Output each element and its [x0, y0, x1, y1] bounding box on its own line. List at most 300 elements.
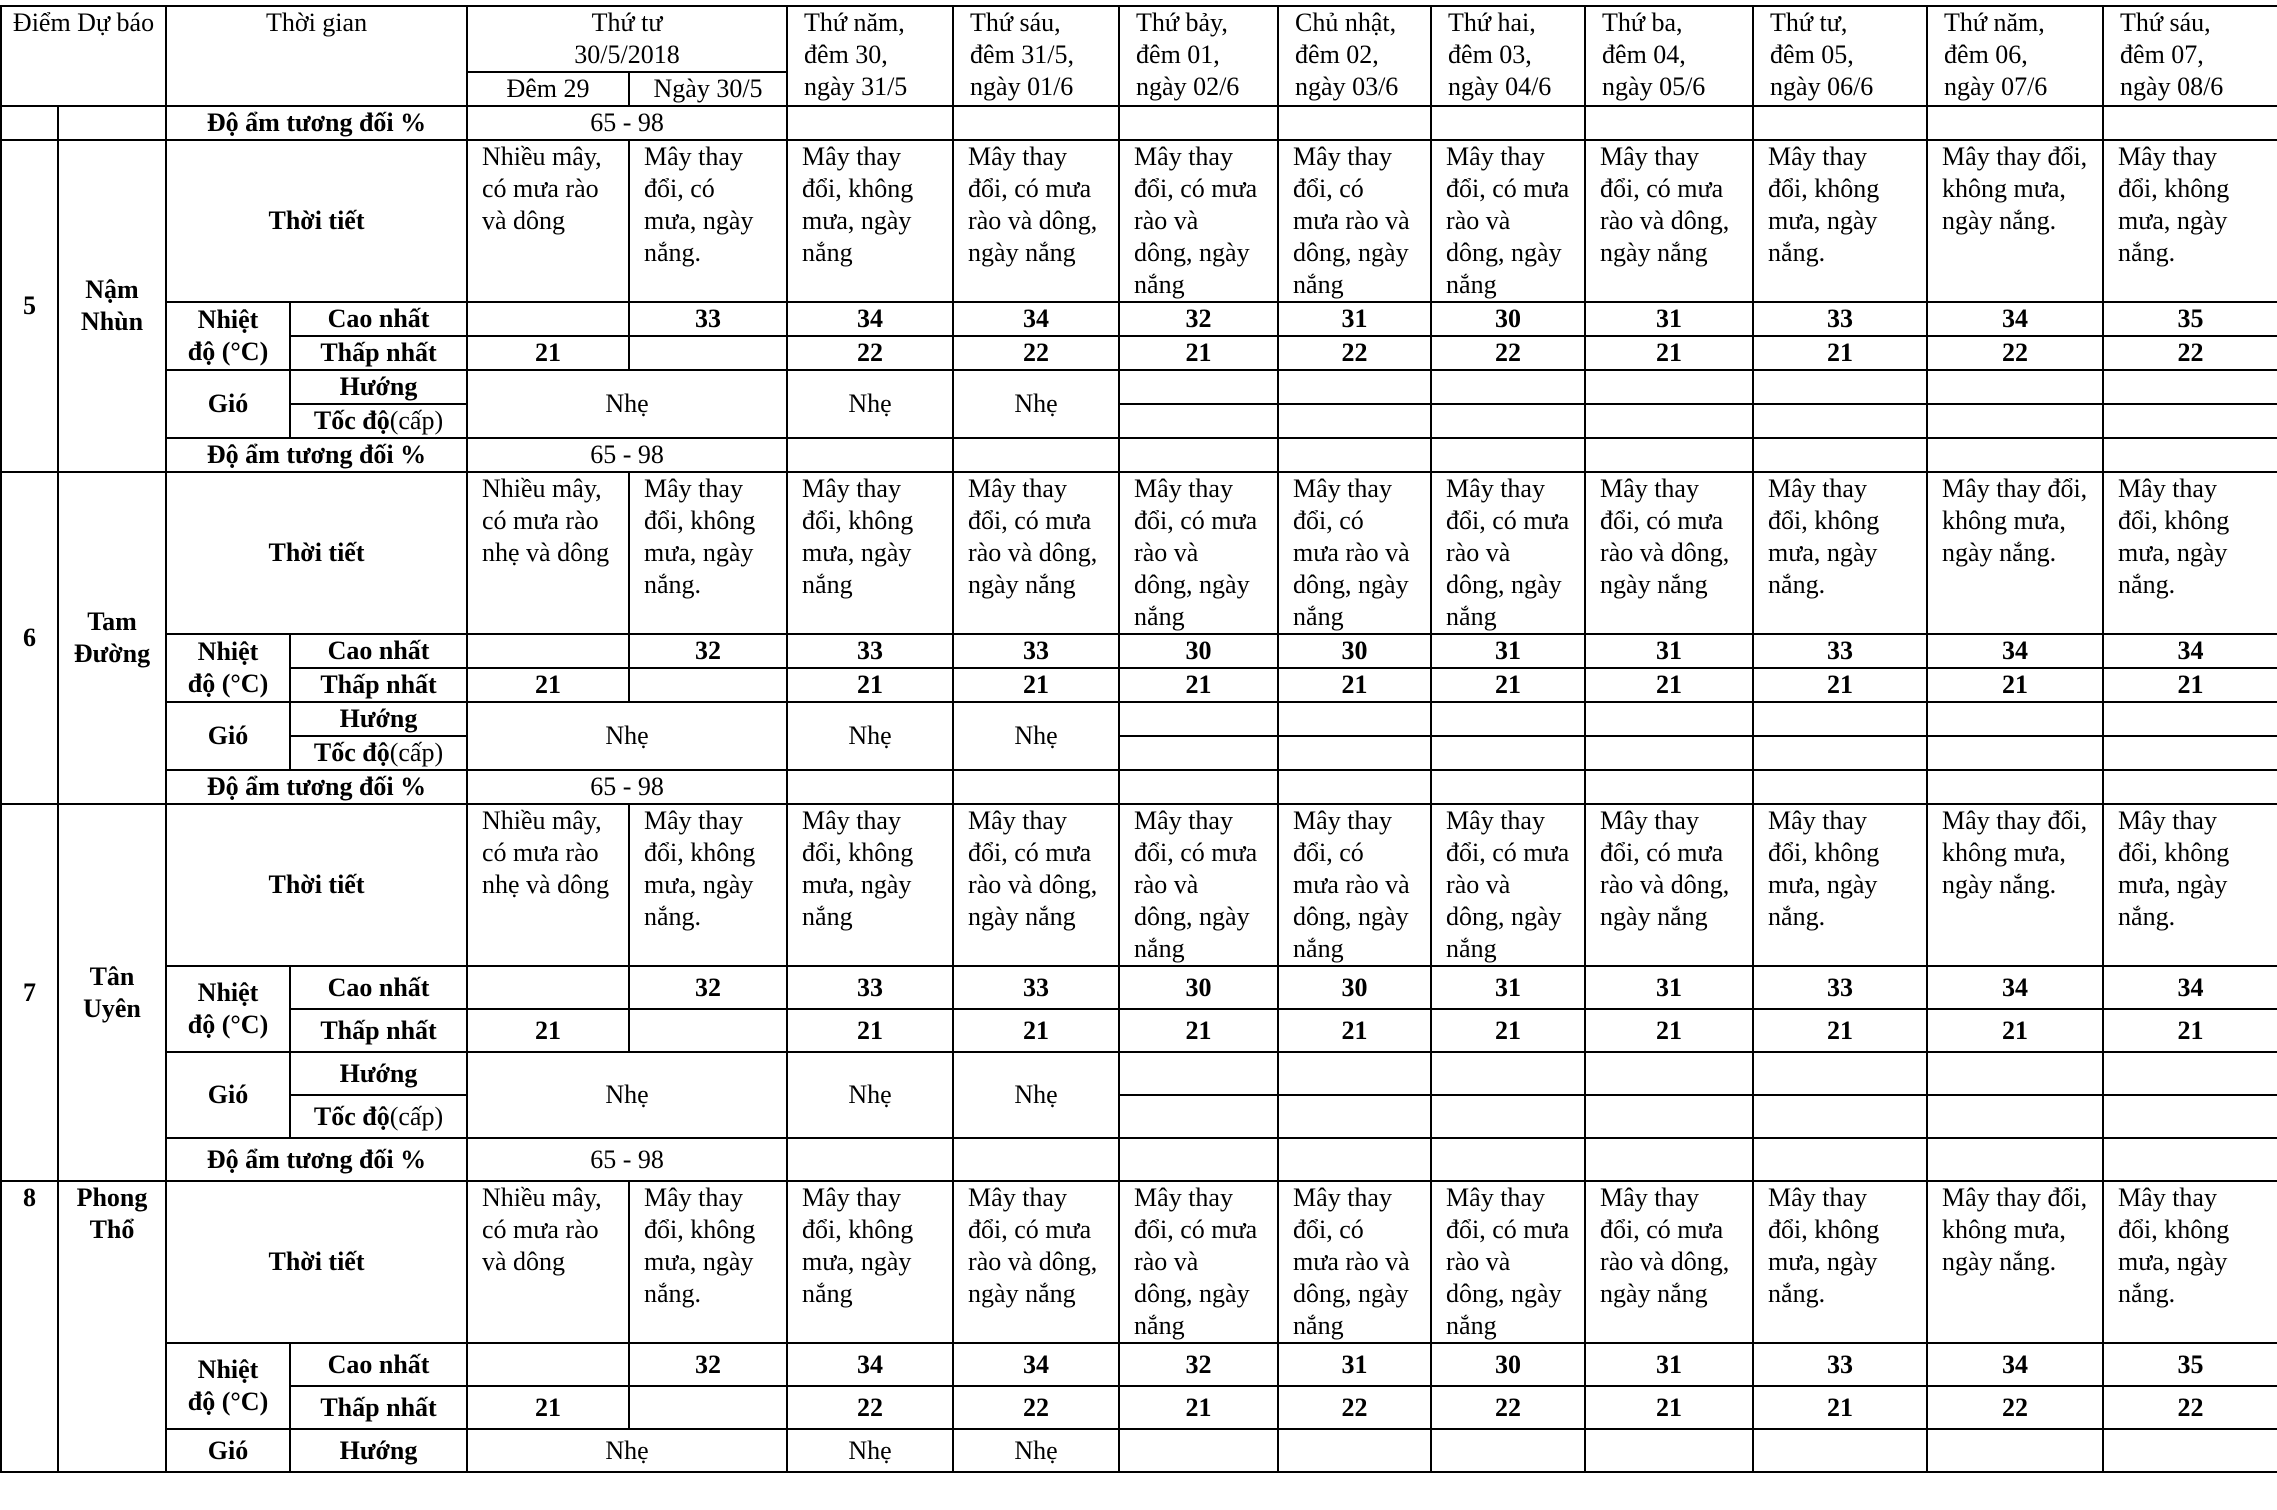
empty-cell — [1431, 404, 1585, 438]
empty-cell — [1278, 1138, 1431, 1181]
min-temp: 22 — [953, 1386, 1119, 1429]
empty-cell — [1585, 1052, 1753, 1095]
weather-desc: Mây thay đổi, không mưa, ngày nắng. — [1927, 472, 2103, 634]
empty-cell — [787, 770, 953, 804]
table-row — [1, 6, 2277, 72]
wind-label: Gió — [166, 1429, 290, 1472]
min-temp: 21 — [1585, 668, 1753, 702]
empty-cell — [1119, 1429, 1278, 1472]
empty-cell — [1585, 370, 1753, 404]
empty-cell — [1431, 736, 1585, 770]
wind-value: Nhẹ — [467, 1052, 787, 1138]
empty-cell — [2103, 1429, 2277, 1472]
wind-speed-label — [290, 736, 467, 770]
wind-direction-label: Hướng — [290, 370, 467, 404]
min-temp: 21 — [1927, 668, 2103, 702]
max-temp: 33 — [953, 634, 1119, 668]
empty-cell — [1753, 438, 1927, 472]
empty-cell — [1585, 702, 1753, 736]
weather-label: Thời tiết — [166, 1181, 467, 1343]
max-temp: 30 — [1431, 302, 1585, 336]
weather-desc: Mây thay đổi, có mưa rào và dông, ngày nắng — [1119, 140, 1278, 302]
min-temp: 21 — [2103, 668, 2277, 702]
wind-speed-label — [290, 1095, 467, 1138]
empty-cell — [1585, 404, 1753, 438]
station-number: 5 — [1, 140, 58, 472]
humidity-value: 65 - 98 — [467, 1138, 787, 1181]
table-row — [1, 702, 2277, 736]
max-temp: 33 — [1753, 634, 1927, 668]
min-temp: 21 — [787, 1009, 953, 1052]
table-row — [1, 1343, 2277, 1386]
max-temp: 35 — [2103, 1343, 2277, 1386]
wind-value: Nhẹ — [953, 702, 1119, 770]
min-temp-label: Thấp nhất — [290, 1009, 467, 1052]
min-temp: 21 — [1278, 1009, 1431, 1052]
max-temp: 32 — [1119, 302, 1278, 336]
weather-desc: Mây thay đổi, có mưa, ngày nắng. — [629, 140, 787, 302]
station-number-cell — [1, 106, 58, 140]
empty-cell — [1431, 370, 1585, 404]
max-temp: 31 — [1585, 966, 1753, 1009]
humidity-value: 65 - 98 — [467, 438, 787, 472]
max-temp: 34 — [953, 302, 1119, 336]
empty-cell — [1119, 1052, 1278, 1095]
day-header: Chủ nhật, đêm 02, ngày 03/6 — [1278, 6, 1431, 106]
wind-speed-unit: (cấp) — [389, 406, 444, 435]
max-temp: 34 — [2103, 966, 2277, 1009]
time-header: Thời gian — [166, 6, 467, 106]
empty-cell — [1119, 736, 1278, 770]
station-name-cell — [58, 106, 166, 140]
empty-cell — [1927, 736, 2103, 770]
empty-cell — [1753, 370, 1927, 404]
weather-desc: Mây thay đổi, không mưa, ngày nắng. — [1753, 140, 1927, 302]
wind-value: Nhẹ — [787, 1429, 953, 1472]
max-temp: 33 — [787, 966, 953, 1009]
first-day-header: Thứ tư 30/5/2018 — [467, 6, 787, 72]
empty-cell — [1585, 1138, 1753, 1181]
wind-value: Nhẹ — [787, 1052, 953, 1138]
min-temp: 21 — [1431, 668, 1585, 702]
min-temp-label: Thấp nhất — [290, 1386, 467, 1429]
wind-speed-text: Tốc độ — [313, 1101, 390, 1131]
min-temp: 21 — [1119, 1009, 1278, 1052]
weather-desc: Mây thay đổi, không mưa, ngày nắng — [787, 140, 953, 302]
wind-speed-text: Tốc độ — [313, 406, 390, 435]
station-number: 6 — [1, 472, 58, 804]
max-temp: 34 — [2103, 634, 2277, 668]
table-row — [1, 634, 2277, 668]
weather-desc: Mây thay đổi, không mưa, ngày nắng. — [629, 804, 787, 966]
weather-desc: Mây thay đổi, không mưa, ngày nắng — [787, 804, 953, 966]
wind-value: Nhẹ — [787, 370, 953, 438]
max-temp — [467, 1343, 629, 1386]
weather-desc: Mây thay đổi, có mưa rào và dông, ngày nắng — [1585, 140, 1753, 302]
table-row — [1, 302, 2277, 336]
min-temp: 21 — [1119, 1386, 1278, 1429]
empty-cell — [1753, 1095, 1927, 1138]
empty-cell — [2103, 404, 2277, 438]
min-temp-label: Thấp nhất — [290, 668, 467, 702]
humidity-value: 65 - 98 — [467, 106, 787, 140]
empty-cell — [1119, 770, 1278, 804]
humidity-label: Độ ẩm tương đối % — [166, 106, 467, 140]
humidity-label: Độ ẩm tương đối % — [166, 770, 467, 804]
max-temp: 30 — [1119, 634, 1278, 668]
weather-desc: Nhiều mây, có mưa rào và dông — [467, 140, 629, 302]
min-temp: 21 — [467, 668, 629, 702]
table-row — [1, 106, 2277, 140]
empty-cell — [1431, 1138, 1585, 1181]
min-temp: 22 — [1431, 1386, 1585, 1429]
weather-desc: Mây thay đổi, không mưa, ngày nắng. — [1927, 1181, 2103, 1343]
forecast-table — [0, 5, 2277, 1473]
max-temp: 30 — [1431, 1343, 1585, 1386]
empty-cell — [1431, 1095, 1585, 1138]
weather-desc: Mây thay đổi, không mưa, ngày nắng. — [1753, 472, 1927, 634]
min-temp: 21 — [953, 668, 1119, 702]
day-header: Thứ hai, đêm 03, ngày 04/6 — [1431, 6, 1585, 106]
weather-desc: Mây thay đổi, có mưa rào và dông, ngày nắng — [1585, 1181, 1753, 1343]
min-temp: 22 — [787, 1386, 953, 1429]
min-temp: 21 — [787, 668, 953, 702]
min-temp: 21 — [1431, 1009, 1585, 1052]
wind-label: Gió — [166, 1052, 290, 1138]
weather-desc: Mây thay đổi, không mưa, ngày nắng. — [1753, 804, 1927, 966]
table-row — [1, 668, 2277, 702]
day-header: Thứ sáu, đêm 31/5, ngày 01/6 — [953, 6, 1119, 106]
min-temp: 22 — [1278, 336, 1431, 370]
max-temp-label: Cao nhất — [290, 634, 467, 668]
max-temp: 35 — [2103, 302, 2277, 336]
max-temp: 32 — [629, 966, 787, 1009]
weather-desc: Mây thay đổi, có mưa rào và dông, ngày nắng — [1278, 1181, 1431, 1343]
weather-desc: Mây thay đổi, có mưa rào và dông, ngày nắng — [953, 804, 1119, 966]
temp-label: Nhiệt độ (°C) — [166, 966, 290, 1052]
max-temp: 33 — [1753, 966, 1927, 1009]
min-temp: 21 — [1753, 668, 1927, 702]
max-temp: 34 — [1927, 966, 2103, 1009]
empty-cell — [787, 1138, 953, 1181]
max-temp: 31 — [1278, 302, 1431, 336]
min-temp — [629, 1386, 787, 1429]
empty-cell — [1278, 106, 1431, 140]
wind-speed-text: Tốc độ — [313, 738, 390, 767]
empty-cell — [2103, 438, 2277, 472]
empty-cell — [1753, 770, 1927, 804]
empty-cell — [1753, 1138, 1927, 1181]
weather-desc: Mây thay đổi, có mưa rào và dông, ngày nắng — [1431, 140, 1585, 302]
table-row — [1, 404, 2277, 438]
max-temp-label: Cao nhất — [290, 966, 467, 1009]
min-temp: 22 — [1431, 336, 1585, 370]
wind-value: Nhẹ — [467, 702, 787, 770]
empty-cell — [1753, 404, 1927, 438]
empty-cell — [1585, 770, 1753, 804]
weather-desc: Mây thay đổi, không mưa, ngày nắng. — [629, 472, 787, 634]
empty-cell — [1927, 1429, 2103, 1472]
empty-cell — [953, 438, 1119, 472]
max-temp: 32 — [629, 634, 787, 668]
table-row — [1, 804, 2277, 966]
max-temp — [467, 966, 629, 1009]
wind-value: Nhẹ — [953, 1429, 1119, 1472]
wind-direction-label: Hướng — [290, 702, 467, 736]
weather-label: Thời tiết — [166, 804, 467, 966]
empty-cell — [1119, 404, 1278, 438]
empty-cell — [1278, 438, 1431, 472]
station-number: 7 — [1, 804, 58, 1181]
min-temp: 21 — [1585, 336, 1753, 370]
empty-cell — [1278, 770, 1431, 804]
empty-cell — [1431, 702, 1585, 736]
max-temp: 31 — [1585, 1343, 1753, 1386]
min-temp: 22 — [2103, 336, 2277, 370]
min-temp-label: Thấp nhất — [290, 336, 467, 370]
station-name: Nậm Nhùn — [58, 140, 166, 472]
min-temp — [629, 336, 787, 370]
max-temp: 31 — [1431, 966, 1585, 1009]
weather-desc: Mây thay đổi, có mưa rào và dông, ngày nắng — [1431, 804, 1585, 966]
empty-cell — [2103, 106, 2277, 140]
temp-label: Nhiệt độ (°C) — [166, 634, 290, 702]
max-temp: 31 — [1585, 302, 1753, 336]
weather-desc: Mây thay đổi, không mưa, ngày nắng. — [1753, 1181, 1927, 1343]
day-header: Thứ năm, đêm 30, ngày 31/5 — [787, 6, 953, 106]
weather-desc: Mây thay đổi, không mưa, ngày nắng. — [1927, 804, 2103, 966]
day-subheader: Ngày 30/5 — [629, 72, 787, 106]
min-temp: 22 — [1927, 336, 2103, 370]
station-header: Điểm Dự báo — [1, 6, 166, 106]
wind-direction-label: Hướng — [290, 1052, 467, 1095]
max-temp-label: Cao nhất — [290, 1343, 467, 1386]
empty-cell — [1119, 1138, 1278, 1181]
min-temp: 22 — [1278, 1386, 1431, 1429]
min-temp: 22 — [787, 336, 953, 370]
table-row — [1, 770, 2277, 804]
max-temp: 31 — [1278, 1343, 1431, 1386]
min-temp — [629, 668, 787, 702]
weather-desc: Mây thay đổi, không mưa, ngày nắng. — [2103, 804, 2277, 966]
min-temp: 22 — [953, 336, 1119, 370]
max-temp: 34 — [787, 1343, 953, 1386]
temp-label: Nhiệt độ (°C) — [166, 302, 290, 370]
day-header: Thứ bảy, đêm 01, ngày 02/6 — [1119, 6, 1278, 106]
empty-cell — [1927, 1095, 2103, 1138]
wind-speed-unit: (cấp) — [389, 1101, 444, 1131]
min-temp: 21 — [467, 336, 629, 370]
weather-desc: Mây thay đổi, có mưa rào và dông, ngày nắng — [1119, 472, 1278, 634]
weather-desc: Mây thay đổi, không mưa, ngày nắng. — [2103, 1181, 2277, 1343]
max-temp: 34 — [953, 1343, 1119, 1386]
max-temp: 34 — [1927, 634, 2103, 668]
day-header: Thứ ba, đêm 04, ngày 05/6 — [1585, 6, 1753, 106]
empty-cell — [1585, 106, 1753, 140]
empty-cell — [1278, 404, 1431, 438]
min-temp: 21 — [1278, 668, 1431, 702]
max-temp: 32 — [629, 1343, 787, 1386]
empty-cell — [787, 106, 953, 140]
empty-cell — [1927, 404, 2103, 438]
min-temp: 22 — [2103, 1386, 2277, 1429]
min-temp: 21 — [1927, 1009, 2103, 1052]
weather-desc: Mây thay đổi, có mưa rào và dông, ngày nắng — [1119, 804, 1278, 966]
table-row — [1, 336, 2277, 370]
min-temp: 22 — [1927, 1386, 2103, 1429]
empty-cell — [1119, 438, 1278, 472]
empty-cell — [787, 438, 953, 472]
max-temp: 33 — [1753, 302, 1927, 336]
table-row — [1, 1052, 2277, 1095]
min-temp: 21 — [467, 1386, 629, 1429]
min-temp: 21 — [467, 1009, 629, 1052]
empty-cell — [953, 1138, 1119, 1181]
weather-desc: Nhiều mây, có mưa rào nhẹ và dông — [467, 804, 629, 966]
weather-desc: Nhiều mây, có mưa rào nhẹ và dông — [467, 472, 629, 634]
max-temp: 30 — [1278, 634, 1431, 668]
max-temp: 34 — [787, 302, 953, 336]
empty-cell — [1927, 770, 2103, 804]
empty-cell — [1278, 1095, 1431, 1138]
day-header: Thứ năm, đêm 06, ngày 07/6 — [1927, 6, 2103, 106]
empty-cell — [1927, 370, 2103, 404]
station-name: Tam Đường — [58, 472, 166, 804]
weather-desc: Mây thay đổi, có mưa rào và dông, ngày nắng — [1431, 472, 1585, 634]
weather-desc: Mây thay đổi, có mưa rào và dông, ngày nắng — [1278, 804, 1431, 966]
weather-desc: Mây thay đổi, không mưa, ngày nắng. — [1927, 140, 2103, 302]
wind-label: Gió — [166, 370, 290, 438]
max-temp — [467, 302, 629, 336]
weather-desc: Mây thay đổi, có mưa rào và dông, ngày nắng — [1585, 804, 1753, 966]
weather-label: Thời tiết — [166, 472, 467, 634]
humidity-label: Độ ẩm tương đối % — [166, 1138, 467, 1181]
weather-desc: Nhiều mây, có mưa rào và dông — [467, 1181, 629, 1343]
wind-value: Nhẹ — [467, 370, 787, 438]
weather-desc: Mây thay đổi, có mưa rào và dông, ngày nắng — [953, 472, 1119, 634]
wind-value: Nhẹ — [467, 1429, 787, 1472]
empty-cell — [1278, 702, 1431, 736]
wind-speed-label — [290, 404, 467, 438]
empty-cell — [1119, 370, 1278, 404]
weather-desc: Mây thay đổi, có mưa rào và dông, ngày nắng — [1431, 1181, 1585, 1343]
temp-label: Nhiệt độ (°C) — [166, 1343, 290, 1429]
wind-speed-unit: (cấp) — [389, 738, 444, 767]
empty-cell — [1431, 1429, 1585, 1472]
empty-cell — [1927, 438, 2103, 472]
min-temp: 21 — [953, 1009, 1119, 1052]
empty-cell — [1431, 106, 1585, 140]
empty-cell — [1585, 438, 1753, 472]
max-temp: 30 — [1278, 966, 1431, 1009]
min-temp: 21 — [1753, 1009, 1927, 1052]
empty-cell — [1753, 1052, 1927, 1095]
min-temp — [629, 1009, 787, 1052]
empty-cell — [1431, 438, 1585, 472]
table-row — [1, 736, 2277, 770]
humidity-value: 65 - 98 — [467, 770, 787, 804]
station-name: Tân Uyên — [58, 804, 166, 1181]
empty-cell — [1753, 106, 1927, 140]
empty-cell — [1119, 1095, 1278, 1138]
max-temp: 33 — [787, 634, 953, 668]
weather-desc: Mây thay đổi, không mưa, ngày nắng. — [2103, 140, 2277, 302]
max-temp: 34 — [1927, 1343, 2103, 1386]
max-temp: 31 — [1431, 634, 1585, 668]
empty-cell — [1431, 1052, 1585, 1095]
max-temp: 31 — [1585, 634, 1753, 668]
max-temp — [467, 634, 629, 668]
min-temp: 21 — [1119, 668, 1278, 702]
empty-cell — [1278, 370, 1431, 404]
empty-cell — [1753, 736, 1927, 770]
day-header: Thứ sáu, đêm 07, ngày 08/6 — [2103, 6, 2277, 106]
empty-cell — [1119, 702, 1278, 736]
table-row — [1, 1181, 2277, 1343]
empty-cell — [2103, 1138, 2277, 1181]
empty-cell — [2103, 736, 2277, 770]
empty-cell — [2103, 1052, 2277, 1095]
table-row — [1, 472, 2277, 634]
empty-cell — [1119, 106, 1278, 140]
max-temp: 33 — [629, 302, 787, 336]
weather-desc: Mây thay đổi, có mưa rào và dông, ngày nắng — [1278, 140, 1431, 302]
weather-desc: Mây thay đổi, có mưa rào và dông, ngày nắng — [1119, 1181, 1278, 1343]
empty-cell — [1431, 770, 1585, 804]
weather-desc: Mây thay đổi, không mưa, ngày nắng — [787, 472, 953, 634]
table-row — [1, 1095, 2277, 1138]
wind-label: Gió — [166, 702, 290, 770]
weather-label: Thời tiết — [166, 140, 467, 302]
min-temp: 21 — [1753, 336, 1927, 370]
empty-cell — [1753, 1429, 1927, 1472]
weather-desc: Mây thay đổi, có mưa rào và dông, ngày nắng — [1278, 472, 1431, 634]
wind-value: Nhẹ — [953, 370, 1119, 438]
weather-desc: Mây thay đổi, không mưa, ngày nắng — [787, 1181, 953, 1343]
empty-cell — [1927, 106, 2103, 140]
empty-cell — [1585, 1095, 1753, 1138]
max-temp-label: Cao nhất — [290, 302, 467, 336]
empty-cell — [2103, 702, 2277, 736]
empty-cell — [1585, 736, 1753, 770]
empty-cell — [953, 106, 1119, 140]
empty-cell — [1927, 1052, 2103, 1095]
empty-cell — [1753, 702, 1927, 736]
min-temp: 21 — [1753, 1386, 1927, 1429]
empty-cell — [1927, 1138, 2103, 1181]
weather-desc: Mây thay đổi, không mưa, ngày nắng. — [629, 1181, 787, 1343]
max-temp: 33 — [953, 966, 1119, 1009]
table-row — [1, 1138, 2277, 1181]
table-row — [1, 140, 2277, 302]
station-name: Phong Thổ — [58, 1181, 166, 1472]
weather-desc: Mây thay đổi, không mưa, ngày nắng. — [2103, 472, 2277, 634]
weather-desc: Mây thay đổi, có mưa rào và dông, ngày nắng — [953, 1181, 1119, 1343]
min-temp: 21 — [2103, 1009, 2277, 1052]
max-temp: 30 — [1119, 966, 1278, 1009]
station-number: 8 — [1, 1181, 58, 1472]
table-row — [1, 1386, 2277, 1429]
empty-cell — [1278, 1052, 1431, 1095]
min-temp: 21 — [1585, 1386, 1753, 1429]
table-row — [1, 966, 2277, 1009]
wind-direction-label: Hướng — [290, 1429, 467, 1472]
table-row — [1, 438, 2277, 472]
min-temp: 21 — [1119, 336, 1278, 370]
max-temp: 34 — [1927, 302, 2103, 336]
min-temp: 21 — [1585, 1009, 1753, 1052]
max-temp: 32 — [1119, 1343, 1278, 1386]
